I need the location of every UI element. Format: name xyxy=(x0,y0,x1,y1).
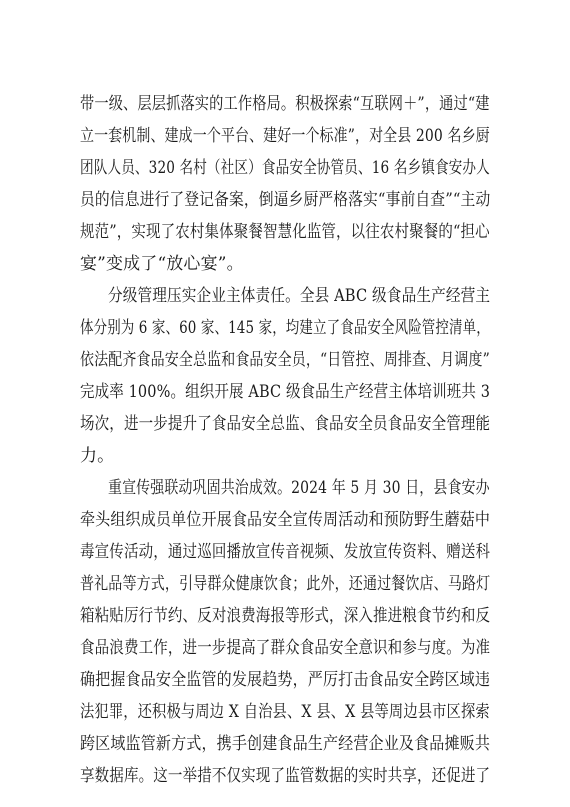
text-line: 规范”，实现了农村集体聚餐智慧化监管，以往农村聚餐的“担心 xyxy=(80,222,490,242)
text-line: 享数据库。这一举措不仅实现了监管数据的实时共享，还促进了 xyxy=(80,766,491,786)
text-line: 力。 xyxy=(80,446,115,466)
text-line: 法犯罪，还积极与周边 X 自治县、X 县、X 县等周边县市区探索 xyxy=(80,702,490,722)
paragraph-heading-line: 分级管理压实企业主体责任。全县 ABC 级食品生产经营主 xyxy=(108,286,491,306)
text-line: 立一套机制、建成一个平台、建好一个标准”，对全县 200 名乡厨 xyxy=(80,126,490,146)
text-line: 普礼品等方式，引导群众健康饮食；此外，还通过餐饮店、马路灯 xyxy=(80,574,491,594)
text-line: 团队人员、320 名村（社区）食品安全协管员、16 名乡镇食安办人 xyxy=(80,158,490,178)
text-line: 箱粘贴厉行节约、反对浪费海报等形式，深入推进粮食节约和反 xyxy=(80,606,491,626)
text-line: 牵头组织成员单位开展食品安全宣传周活动和预防野生蘑菇中 xyxy=(80,510,491,530)
text-line: 食品浪费工作，进一步提高了群众食品安全意识和参与度。为准 xyxy=(80,638,491,658)
text-line: 宴”变成了“放心宴”。 xyxy=(80,254,244,274)
paragraph-heading-line: 重宣传强联动巩固共治成效。2024 年 5 月 30 日，县食安办 xyxy=(108,478,490,498)
text-line: 确把握食品安全监管的发展趋势，严厉打击食品安全跨区域违 xyxy=(80,670,491,690)
text-line: 体分别为 6 家、60 家、145 家，均建立了食品安全风险管控清单， xyxy=(80,318,490,338)
text-line: 跨区域监管新方式，携手创建食品生产经营企业及食品摊贩共 xyxy=(80,734,491,754)
text-line: 完成率 100%。组织开展 ABC 级食品生产经营主体培训班共 3 xyxy=(80,382,491,402)
text-line: 带一级、层层抓落实的工作格局。积极探索“互联网＋”，通过“建 xyxy=(80,94,490,114)
text-line: 员的信息进行了登记备案，倒逼乡厨严格落实“事前自查”“主动 xyxy=(80,190,491,210)
text-line: 依法配齐食品安全总监和食品安全员，“日管控、周排查、月调度” xyxy=(80,350,490,370)
text-line: 场次，进一步提升了食品安全总监、食品安全员食品安全管理能 xyxy=(80,414,491,434)
text-line: 毒宣传活动，通过巡回播放宣传音视频、发放宣传资料、赠送科 xyxy=(80,542,491,562)
